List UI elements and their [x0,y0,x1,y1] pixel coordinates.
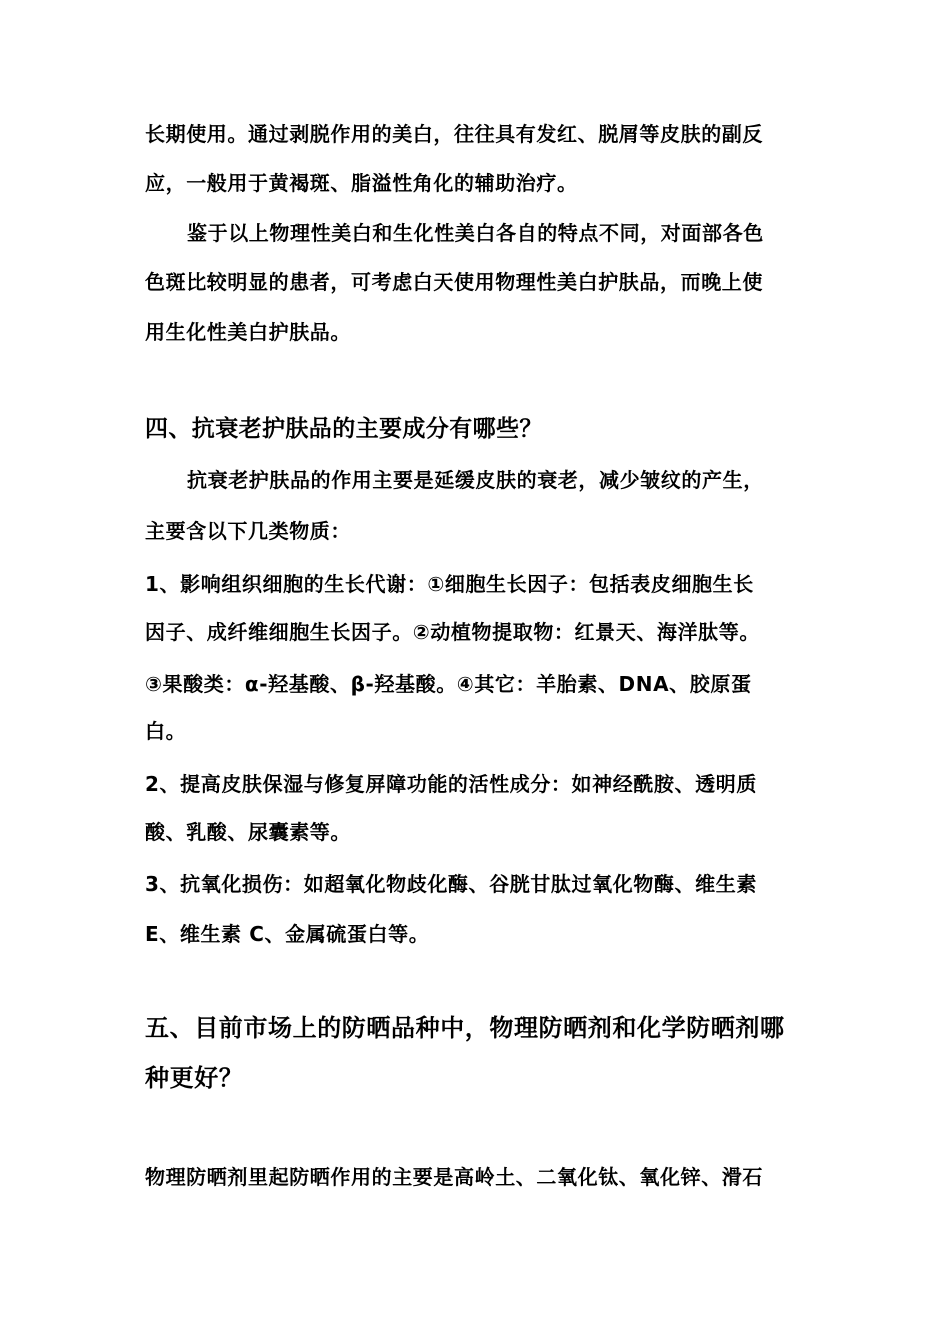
section-4-item-1-line-2: 因子、成纤维细胞生长因子。②动植物提取物：红景天、海洋肽等。 [145,620,760,644]
section-4-item-1-line-1: 1、影响组织细胞的生长代谢：①细胞生长因子：包括表皮细胞生长 [145,572,754,596]
section-5-heading-line-2: 种更好？ [145,1064,244,1092]
section-4-item-2-line-1: 2、提高皮肤保湿与修复屏障功能的活性成分：如神经酰胺、透明质 [145,772,757,796]
section-4-item-1-line-3: ③果酸类：α-羟基酸、β-羟基酸。④其它：羊胎素、DNA、胶原蛋 [145,672,752,696]
recommendation-paragraph-line-3: 用生化性美白护肤品。 [145,320,351,344]
whitening-paragraph-line-2: 应，一般用于黄褐斑、脂溢性角化的辅助治疗。 [145,171,578,195]
recommendation-paragraph-line-1: 鉴于以上物理性美白和生化性美白各自的特点不同，对面部各色 [187,221,764,245]
section-4-item-3-line-1: 3、抗氧化损伤：如超氧化物歧化酶、谷胱甘肽过氧化物酶、维生素 [145,872,757,896]
section-4-item-2-line-2: 酸、乳酸、尿囊素等。 [145,820,351,844]
section-5-heading-line-1: 五、目前市场上的防晒品种中，物理防晒剂和化学防晒剂哪 [145,1014,785,1042]
section-5-body-line-1: 物理防晒剂里起防晒作用的主要是高岭土、二氧化钛、氧化锌、滑石 [145,1165,763,1189]
section-4-item-1-line-4: 白。 [145,719,187,743]
section-4-heading: 四、抗衰老护肤品的主要成分有哪些？ [145,416,543,442]
section-4-intro-line-1: 抗衰老护肤品的作用主要是延缓皮肤的衰老，减少皱纹的产生， [187,468,764,492]
section-4-item-3-line-2: E、维生素 C、金属硫蛋白等。 [145,922,430,946]
section-4-intro-line-2: 主要含以下几类物质： [145,519,351,543]
recommendation-paragraph-line-2: 色斑比较明显的患者，可考虑白天使用物理性美白护肤品，而晚上使 [145,270,763,294]
whitening-paragraph-line-1: 长期使用。通过剥脱作用的美白，往往具有发红、脱屑等皮肤的副反 [145,122,763,146]
